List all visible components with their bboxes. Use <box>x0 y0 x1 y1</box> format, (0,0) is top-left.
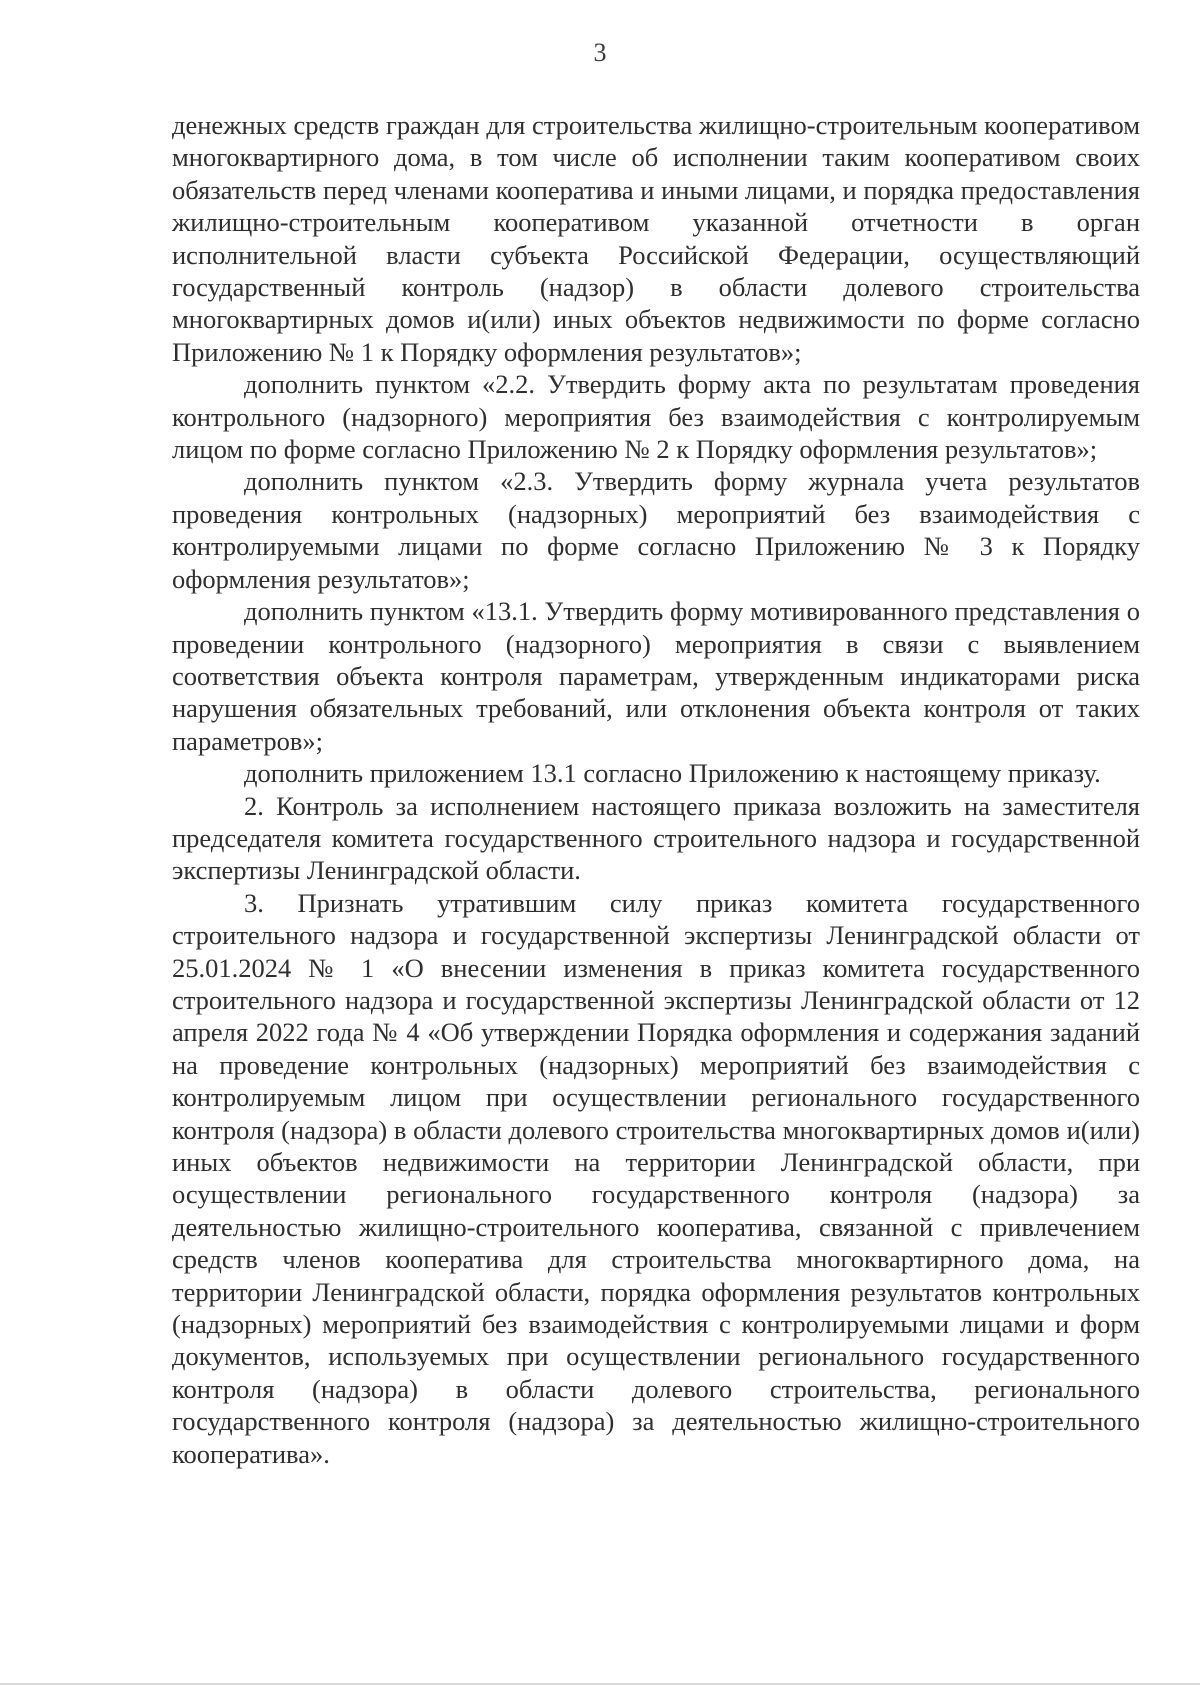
paragraph-control-clause: 2. Контроль за исполнением настоящего приказа возложить на заместителя председателя комитета государственного строительного надзора и государственной экспертизы Ленинградской области. <box>172 790 1140 886</box>
page-number: 3 <box>593 38 607 67</box>
paragraph-continuation: денежных средств граждан для строительства жилищно-строительным кооперативом многоквартирного дома, в том числе об исполнении таким кооперативом своих обязательств перед членами кооператива и иными лицами, и порядка предоставления жилищно-строительным кооперативом указанной отчетности в орган исполнительной власти субъекта Российской Федерации, осуществляющий государственный контроль (надзор) в области долевого строительства многоквартирных домов и(или) иных объектов недвижимости по форме согласно Приложению № 1 к Порядку оформления результатов»; <box>172 110 1140 367</box>
paragraph-repeal-clause: 3. Признать утратившим силу приказ комитета государственного строительного надзора и государственной экспертизы Ленинградской области от 25.01.2024 № 1 «О внесении изменения в приказ комитета государственного строительного надзора и государственной экспертизы Ленинградской области от 12 апреля 2022 года № 4 «Об утверждении Порядка оформления и содержания заданий на проведение контрольных (надзорных) мероприятий без взаимодействия с контролируемым лицом при осуществлении регионального государственного контроля (надзора) в области долевого строительства многоквартирных домов и(или) иных объектов недвижимости на территории Ленинградской области, при осуществлении регионального государственного контроля (надзора) за деятельностью жилищно-строительного кооператива, связанной с привлечением средств членов кооператива для строительства многоквартирного дома, на территории Ленинградской области, порядка оформления результатов контрольных (надзорных) мероприятий без взаимодействия с контролируемыми лицами и форм документов, используемых при осуществлении регионального государственного контроля (надзора) в области долевого строительства, регионального государственного контроля (надзора) за деятельностью жилищно-строительного кооператива». <box>172 887 1140 1469</box>
scan-bottom-edge <box>0 1683 1200 1685</box>
paragraph-appendix-13-1: дополнить приложением 13.1 согласно Приложению к настоящему приказу. <box>244 758 1101 789</box>
paragraph-item-13-1: дополнить пунктом «13.1. Утвердить форму мотивированного представления о проведении контрольного (надзорного) мероприятия в связи с выявлением соответствия объекта контроля параметрам, утвержденным индикаторами риска нарушения обязательных требований, или отклонения объекта контроля от таких параметров»; <box>172 596 1140 756</box>
paragraph-item-2-2: дополнить пунктом «2.2. Утвердить форму акта по результатам проведения контрольного (надзорного) мероприятия без взаимодействия с контролируемым лицом по форме согласно Приложению № 2 к Порядку оформления результатов»; <box>172 369 1140 465</box>
paragraph-item-2-3: дополнить пунктом «2.3. Утвердить форму журнала учета результатов проведения контрольных (надзорных) мероприятий без взаимодействия с контролируемыми лицами по форме согласно Приложению № 3 к Порядку оформления результатов»; <box>172 466 1140 594</box>
document-body <box>172 109 1140 1470</box>
